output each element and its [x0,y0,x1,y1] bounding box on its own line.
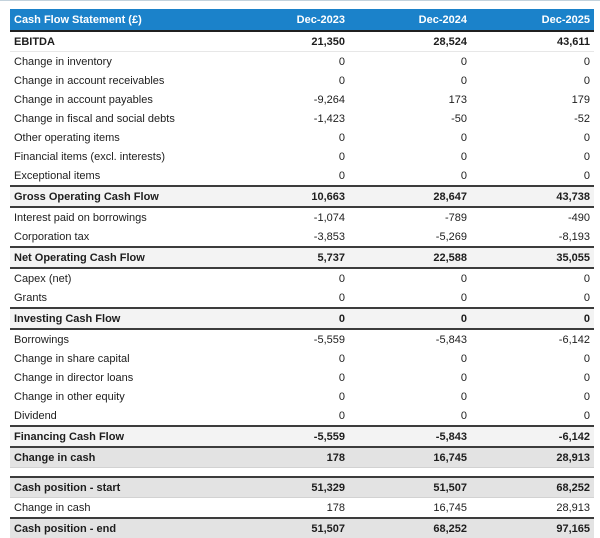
cell-value: -5,269 [349,227,471,247]
cell-value: -50 [349,109,471,128]
cell-value: 0 [471,71,594,90]
table-header [10,9,594,31]
cell-value: 0 [471,406,594,426]
row-label: Change in account payables [10,90,229,109]
cell-value: 0 [471,308,594,329]
cell-value: -6,142 [471,426,594,447]
table-section-gap [10,468,594,476]
table-row [10,387,594,406]
cell-value: 0 [471,52,594,72]
cell-value: 5,737 [229,247,349,268]
cell-value: 0 [349,147,471,166]
cell-value: 16,745 [349,498,471,519]
row-label: Grants [10,288,229,308]
cell-value: 35,055 [471,247,594,268]
cell-value: 0 [471,288,594,308]
table-row [10,128,594,147]
cell-value: -3,853 [229,227,349,247]
row-label: Capex (net) [10,268,229,288]
cell-value: 179 [471,90,594,109]
row-label: Change in account receivables [10,71,229,90]
cell-value: 28,913 [471,447,594,468]
cash-flow-table-cash-position [10,476,594,538]
table-row [10,426,594,447]
row-label: Change in fiscal and social debts [10,109,229,128]
row-label: Change in share capital [10,349,229,368]
cell-value: -490 [471,207,594,227]
cell-value: 0 [471,368,594,387]
table-row [10,406,594,426]
column-header-dec-2023: Dec-2023 [229,9,349,31]
row-label: Interest paid on borrowings [10,207,229,227]
row-label: Borrowings [10,329,229,349]
cell-value: 68,252 [471,477,594,498]
table-row [10,227,594,247]
cell-value: 0 [229,288,349,308]
cell-value: 0 [471,147,594,166]
row-label: Change in director loans [10,368,229,387]
table-row [10,288,594,308]
cell-value: 0 [229,52,349,72]
row-label: Cash position - start [10,477,229,498]
table-row [10,186,594,207]
cell-value: -1,423 [229,109,349,128]
row-label: Exceptional items [10,166,229,186]
row-label: Corporation tax [10,227,229,247]
header-row [10,9,594,31]
cell-value: 97,165 [471,518,594,538]
cell-value: 0 [349,71,471,90]
cell-value: 0 [229,268,349,288]
cell-value: 0 [229,147,349,166]
cell-value: 173 [349,90,471,109]
cell-value: 10,663 [229,186,349,207]
cell-value: 0 [349,268,471,288]
table-row [10,147,594,166]
cash-flow-table-main [10,9,594,468]
row-label: Gross Operating Cash Flow [10,186,229,207]
cell-value: 0 [229,349,349,368]
table-row [10,477,594,498]
cell-value: 178 [229,498,349,519]
cell-value: -1,074 [229,207,349,227]
table-row [10,90,594,109]
cell-value: 0 [229,128,349,147]
column-header-dec-2025: Dec-2025 [471,9,594,31]
cash-flow-statement [10,9,594,538]
cell-value: 0 [229,368,349,387]
row-label: Investing Cash Flow [10,308,229,329]
cell-value: 0 [349,128,471,147]
table-row [10,268,594,288]
cell-value: 28,913 [471,498,594,519]
cell-value: -52 [471,109,594,128]
cash-position-body [10,477,594,538]
cell-value: 51,507 [349,477,471,498]
cell-value: -789 [349,207,471,227]
cell-value: 43,738 [471,186,594,207]
row-label: Other operating items [10,128,229,147]
cell-value: -5,559 [229,329,349,349]
cell-value: 0 [229,166,349,186]
cell-value: 0 [471,268,594,288]
cell-value: 0 [471,349,594,368]
table-row [10,52,594,72]
table-row [10,308,594,329]
row-label: EBITDA [10,31,229,52]
cell-value: 43,611 [471,31,594,52]
row-label: Financing Cash Flow [10,426,229,447]
table-title: Cash Flow Statement (£) [10,9,229,31]
cell-value: 0 [229,387,349,406]
cell-value: 0 [349,406,471,426]
cell-value: 0 [349,288,471,308]
cell-value: 0 [349,368,471,387]
cell-value: 0 [229,71,349,90]
cell-value: -5,559 [229,426,349,447]
cell-value: 0 [349,308,471,329]
row-label: Change in cash [10,498,229,519]
table-row [10,166,594,186]
cell-value: 178 [229,447,349,468]
row-label: Net Operating Cash Flow [10,247,229,268]
column-header-dec-2024: Dec-2024 [349,9,471,31]
cell-value: 0 [471,166,594,186]
row-label: Dividend [10,406,229,426]
table-row [10,368,594,387]
cell-value: 0 [471,387,594,406]
cell-value: 0 [349,166,471,186]
table-row [10,109,594,128]
cell-value: 28,524 [349,31,471,52]
cell-value: 0 [349,52,471,72]
table-row [10,447,594,468]
table-body [10,31,594,468]
row-label: Cash position - end [10,518,229,538]
cell-value: -5,843 [349,329,471,349]
cell-value: 0 [471,128,594,147]
table-row [10,247,594,268]
row-label: Financial items (excl. interests) [10,147,229,166]
table-row [10,329,594,349]
cell-value: -8,193 [471,227,594,247]
cell-value: 21,350 [229,31,349,52]
row-label: Change in inventory [10,52,229,72]
row-label: Change in cash [10,447,229,468]
cell-value: 28,647 [349,186,471,207]
top-edge-line [0,0,600,1]
cell-value: 16,745 [349,447,471,468]
table-row [10,71,594,90]
cell-value: 0 [349,387,471,406]
row-label: Change in other equity [10,387,229,406]
cell-value: 51,507 [229,518,349,538]
cell-value: -6,142 [471,329,594,349]
cell-value: 0 [229,406,349,426]
cell-value: 22,588 [349,247,471,268]
cell-value: 51,329 [229,477,349,498]
cell-value: 68,252 [349,518,471,538]
cell-value: -9,264 [229,90,349,109]
table-row [10,349,594,368]
cell-value: 0 [349,349,471,368]
cell-value: -5,843 [349,426,471,447]
table-row [10,207,594,227]
table-row [10,31,594,52]
cell-value: 0 [229,308,349,329]
table-row [10,518,594,538]
